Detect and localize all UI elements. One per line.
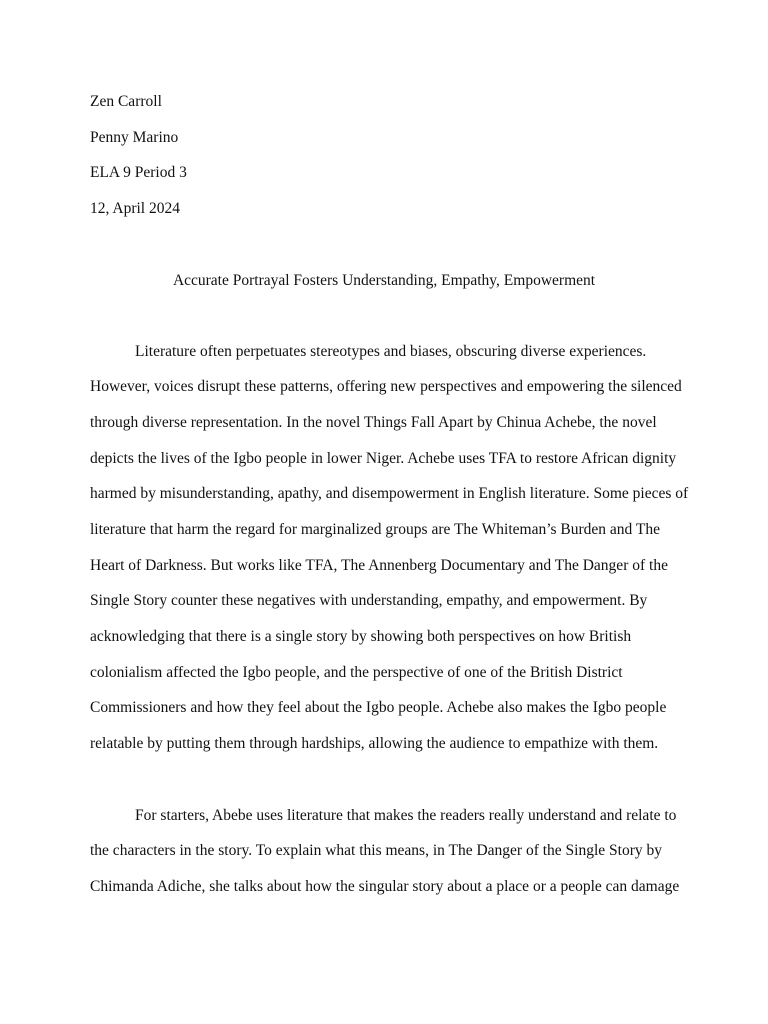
paragraph-line: colonialism affected the Igbo people, and the perspective of one of the British District bbox=[90, 664, 623, 681]
paragraph-line: the characters in the story. To explain what this means, in The Danger of the Single Story by bbox=[90, 842, 662, 859]
paragraph-line: However, voices disrupt these patterns, offering new perspectives and empowering the silenced bbox=[90, 378, 682, 395]
paragraph-line: relatable by putting them through hardships, allowing the audience to empathize with them. bbox=[90, 735, 659, 752]
essay-title: Accurate Portrayal Fosters Understanding, Empathy, Empowerment bbox=[172, 272, 596, 289]
paragraph-line: through diverse representation. In the novel Things Fall Apart by Chinua Achebe, the novel bbox=[90, 414, 657, 431]
course-name: ELA 9 Period 3 bbox=[90, 164, 187, 181]
essay-date: 12, April 2024 bbox=[90, 200, 180, 217]
paragraph-line: Commissioners and how they feel about the Igbo people. Achebe also makes the Igbo people bbox=[90, 699, 667, 716]
paragraph-line: literature that harm the regard for marginalized groups are The Whiteman’s Burden and The bbox=[90, 521, 660, 538]
student-name: Zen Carroll bbox=[90, 93, 162, 110]
teacher-name: Penny Marino bbox=[90, 129, 179, 146]
paragraph-line: depicts the lives of the Igbo people in lower Niger. Achebe uses TFA to restore African dignity bbox=[90, 450, 677, 467]
paragraph-line: Chimanda Adiche, she talks about how the singular story about a place or a people can damage bbox=[90, 878, 680, 895]
paragraph-line: harmed by misunderstanding, apathy, and disempowerment in English literature. Some pieces of bbox=[90, 485, 689, 502]
paragraph-line: Single Story counter these negatives with understanding, empathy, and empowerment. By bbox=[90, 592, 648, 609]
paragraph-line: For starters, Abebe uses literature that makes the readers really understand and relate to bbox=[135, 807, 677, 824]
paragraph-line: Literature often perpetuates stereotypes and biases, obscuring diverse experiences. bbox=[135, 343, 647, 360]
paragraph-line: acknowledging that there is a single story by showing both perspectives on how British bbox=[90, 628, 632, 645]
paragraph-line: Heart of Darkness. But works like TFA, The Annenberg Documentary and The Danger of the bbox=[90, 557, 668, 574]
